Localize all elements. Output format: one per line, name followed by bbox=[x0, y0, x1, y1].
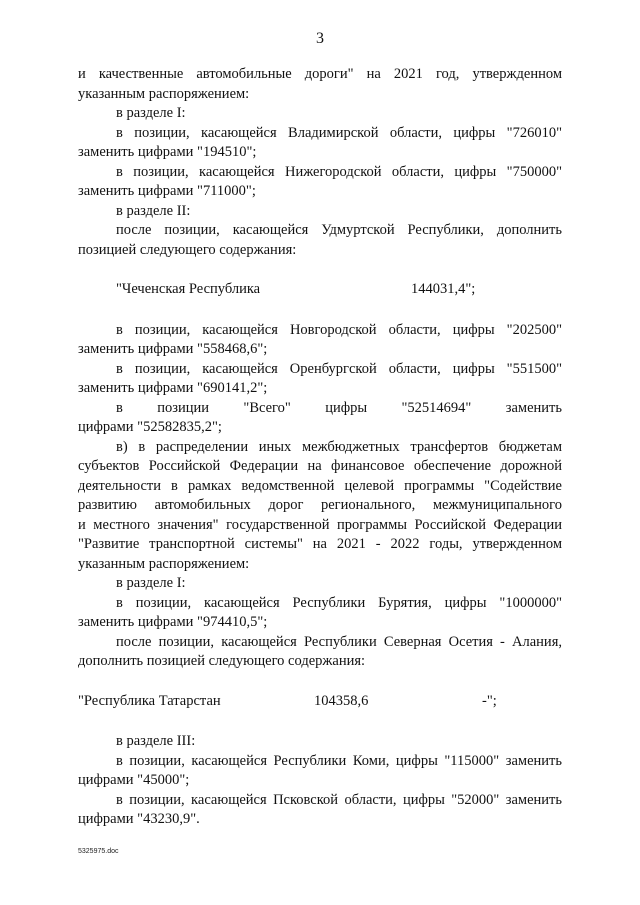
spacer bbox=[78, 300, 562, 321]
paragraph-line: в разделе III: bbox=[116, 733, 196, 749]
table-row bbox=[78, 692, 562, 712]
paragraph-line: позицией следующего содержания: bbox=[78, 241, 297, 258]
paragraph-line: указанным распоряжением: bbox=[78, 555, 250, 572]
paragraph-line: в) в распределении иных межбюджетных трансфертов бюджетам bbox=[116, 438, 562, 455]
paragraph-line: в разделе II: bbox=[116, 202, 191, 219]
paragraph-line: деятельности в рамках ведомственной целевой программы "Содействие bbox=[78, 477, 562, 494]
paragraph-line: цифрами "52582835,2"; bbox=[78, 419, 222, 435]
page-number: 3 bbox=[316, 30, 324, 47]
paragraph-line: в позиции, касающейся Владимирской области, цифры "726010" bbox=[116, 124, 562, 141]
paragraph-line: цифрами "43230,9". bbox=[78, 811, 200, 827]
paragraph-line: в позиции, касающейся Республики Коми, цифры "115000" заменить bbox=[116, 752, 562, 769]
document-body bbox=[78, 65, 562, 830]
paragraph-line: в позиции, касающейся Оренбургской области, цифры "551500" bbox=[116, 360, 562, 377]
spacer bbox=[78, 672, 562, 692]
paragraph-line: после позиции, касающейся Республики Северная Осетия - Алания, bbox=[116, 633, 562, 650]
paragraph-line: указанным распоряжением: bbox=[78, 85, 250, 102]
table-row bbox=[78, 280, 562, 300]
paragraph-line: заменить цифрами "974410,5"; bbox=[78, 614, 268, 630]
table-row-name: "Чеченская Республика bbox=[116, 281, 261, 297]
paragraph-line: дополнить позицией следующего содержания: bbox=[78, 653, 366, 669]
paragraph-line: развитию автомобильных дорог регионального, межмуниципального bbox=[78, 497, 562, 513]
paragraph-line: и качественные автомобильные дороги" на 2021 год, утвержденном bbox=[78, 66, 562, 82]
paragraph-line: в позиции, касающейся Республики Бурятия, цифры "1000000" bbox=[116, 594, 562, 611]
table-row-extra: -"; bbox=[482, 692, 497, 709]
paragraph-line: заменить цифрами "194510"; bbox=[78, 144, 257, 160]
table-row-value: 144031,4"; bbox=[411, 281, 476, 297]
spacer bbox=[78, 711, 562, 732]
paragraph-line: "Развитие транспортной системы" на 2021 - 2022 годы, утвержденном bbox=[78, 536, 562, 552]
table-row-value: 104358,6 bbox=[314, 692, 369, 709]
paragraph-line: в разделе I: bbox=[116, 575, 186, 591]
paragraph-line: цифрами "45000"; bbox=[78, 772, 190, 788]
table-row-name: "Республика Татарстан bbox=[78, 692, 221, 709]
paragraph-line: в позиции, касающейся Новгородской области, цифры "202500" bbox=[116, 321, 562, 338]
paragraph-line: и местного значения" государственной программы Российской Федерации bbox=[78, 516, 562, 533]
paragraph-line: в позиции "Всего" цифры "52514694" заменить bbox=[116, 399, 562, 416]
spacer bbox=[78, 260, 562, 280]
paragraph-line: субъектов Российской Федерации на финансовое обеспечение дорожной bbox=[78, 458, 562, 474]
document-footer: 5325975.doc bbox=[78, 848, 119, 855]
paragraph-line: после позиции, касающейся Удмуртской Республики, дополнить bbox=[116, 222, 562, 238]
paragraph-line: заменить цифрами "558468,6"; bbox=[78, 341, 268, 357]
paragraph-line: в позиции, касающейся Псковской области, цифры "52000" заменить bbox=[116, 791, 562, 808]
paragraph-line: заменить цифрами "690141,2"; bbox=[78, 380, 268, 396]
paragraph-line: в разделе I: bbox=[116, 105, 186, 121]
paragraph-line: заменить цифрами "711000"; bbox=[78, 183, 256, 199]
paragraph-line: в позиции, касающейся Нижегородской области, цифры "750000" bbox=[116, 163, 562, 180]
